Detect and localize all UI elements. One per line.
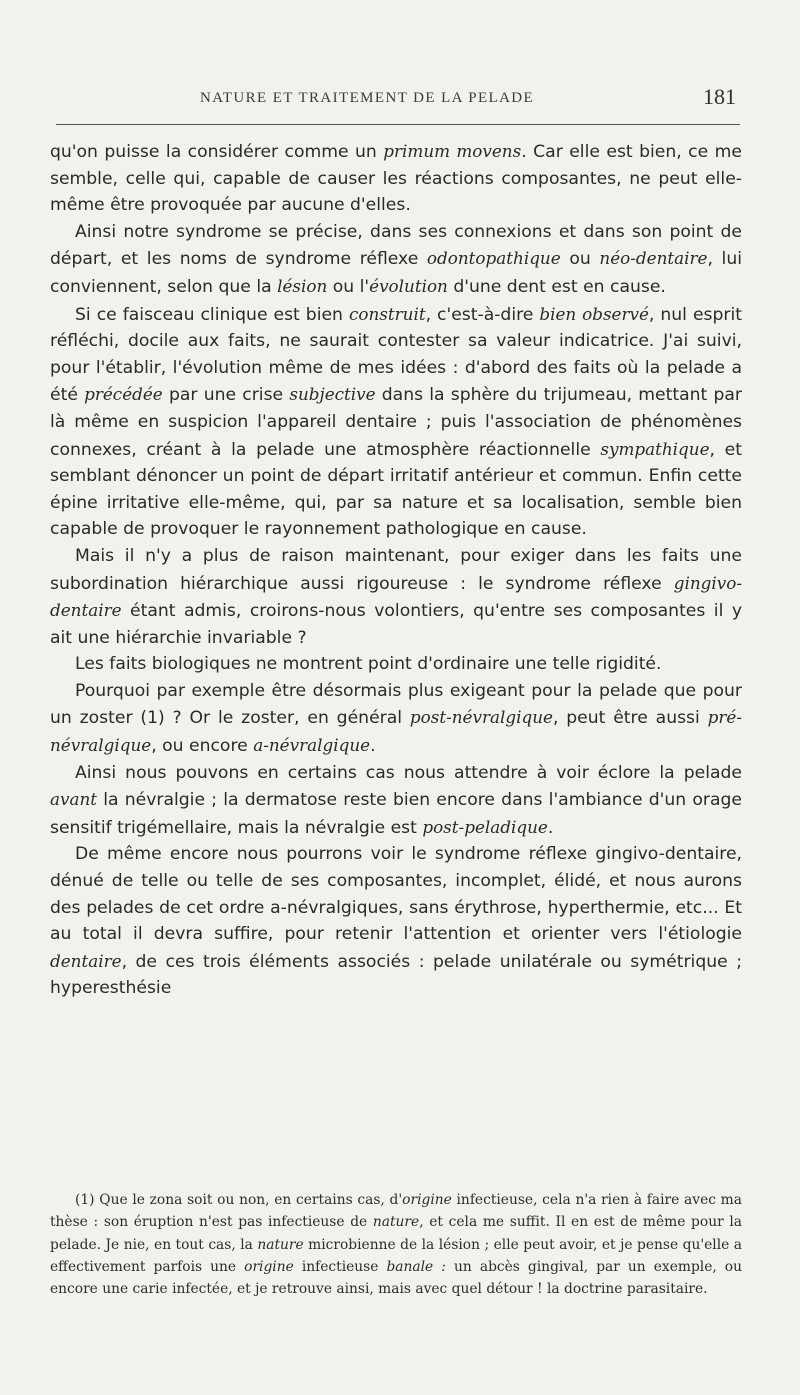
italic-run: subjective (289, 384, 376, 405)
italic-run: avant (50, 789, 98, 810)
italic-run: post-peladique (422, 816, 548, 837)
italic-run: nature (372, 1214, 420, 1231)
italic-run: origine (402, 1192, 452, 1208)
italic-run: dentaire (50, 950, 122, 971)
italic-run: banale : (386, 1258, 446, 1275)
italic-run: origine (244, 1258, 294, 1275)
italic-run: nature (257, 1236, 304, 1253)
italic-run: gingivo-dentaire (50, 572, 742, 621)
italic-run: sympathique (600, 438, 710, 459)
italic-run: néo-dentaire (599, 248, 708, 269)
paragraph: Pourquoi par exemple être désormais plus exigeant pour la pelade que pour un zoster (1) ? Or le zoster, en général post-névralgique, peut être aussi pré-névralgique, ou encore a-névralgique. (50, 680, 743, 757)
footnote (50, 1189, 742, 1300)
running-title: NATURE ET TRAITEMENT DE LA PELADE (200, 90, 535, 106)
italic-run: bien observé (539, 303, 649, 324)
italic-run: post-névralgique (409, 707, 553, 728)
page-header (50, 86, 740, 112)
italic-run: lésion (277, 275, 328, 296)
page-number: 181 (703, 84, 736, 109)
italic-run: construit (348, 303, 426, 324)
italic-run: précédée (84, 384, 163, 405)
italic-run: pré-névralgique (50, 707, 743, 756)
paragraph: Ainsi nous pouvons en certains cas nous attendre à voir éclore la pelade avant la névralgie ; la dermatose reste bien encore dans l'ambiance d'un orage sensitif trigémellaire, mais la névralgie est post-peladique. (50, 762, 742, 838)
paragraph: Ainsi notre syndrome se précise, dans ses connexions et dans son point de départ, et les noms de syndrome réflexe odontopathique ou néo-dentaire, lui conviennent, selon que la lésion ou l'évolution d'une dent est en cause. (50, 221, 743, 297)
paragraph: Les faits biologiques ne montrent point d'ordinaire une telle rigidité. (75, 654, 662, 675)
paragraph: qu'on puisse la considérer comme un primum movens. Car elle est bien, ce me semble, celle qui, capable de causer les réactions composantes, ne peut elle-même être provoquée par aucune d'elles. (50, 141, 742, 216)
italic-run: odontopathique (426, 248, 561, 269)
footnote-text: (1) Que le zona soit ou non, en certains cas, d'origine infectieuse, cela n'a rien à faire avec ma thèse : son éruption n'est pas infectieuse de nature, et cela me suffit. Il en est de même pour la pelade. Je nie, en tout cas, la nature microbienne de la lésion ; elle peut avoir, et je pense qu'elle a effectivement parfois une origine infectieuse banale : un abcès gingival, par un exemple, ou encore une carie infectée, et je retrouve ainsi, mais avec quel détour ! la doctrine parasitaire. (50, 1192, 742, 1298)
body-text (50, 138, 742, 1002)
paragraph: De même encore nous pourrons voir le syndrome réflexe gingivo-dentaire, dénué de telle ou telle de ses composantes, incomplet, élidé, et nous aurons des pelades de cet ordre a-névralgiques, sans érythrose, hyperthermie, etc... Et au total il devra suffire, pour retenir l'attention et orienter vers l'étiologie dentaire, de ces trois éléments associés : pelade unilatérale ou symétrique ; hyperesthésie (50, 844, 742, 999)
header-rule (56, 124, 740, 125)
paragraph: Mais il n'y a plus de raison maintenant, pour exiger dans les faits une subordination hiérarchique aussi rigoureuse : le syndrome réflexe gingivo-dentaire étant admis, croirons-nous volontiers, qu'entre ses composantes il y ait une hiérarchie invariable ? (50, 545, 742, 648)
italic-run: évolution (369, 275, 448, 296)
italic-run: primum movens (383, 141, 522, 161)
paragraph: Si ce faisceau clinique est bien construit, c'est-à-dire bien observé, nul esprit réfléchi, docile aux faits, ne saurait contester sa valeur indicatrice. J'ai suivi, pour l'établir, l'évolution même de mes idées : d'abord des faits où la pelade a été précédée par une crise subjective dans la sphère du trijumeau, mettant par là même en suspicion l'appareil dentaire ; puis l'association de phénomènes connexes, créant à la pelade une atmosphère réactionnelle sympathique, et semblant dénoncer un point de départ irritatif antérieur et commun. Enfin cette épine irritative elle-même, qui, par sa nature et sa localisation, semble bien capable de provoquer le rayonnement pathologique en cause. (50, 303, 742, 540)
italic-run: a-névralgique (253, 735, 371, 756)
